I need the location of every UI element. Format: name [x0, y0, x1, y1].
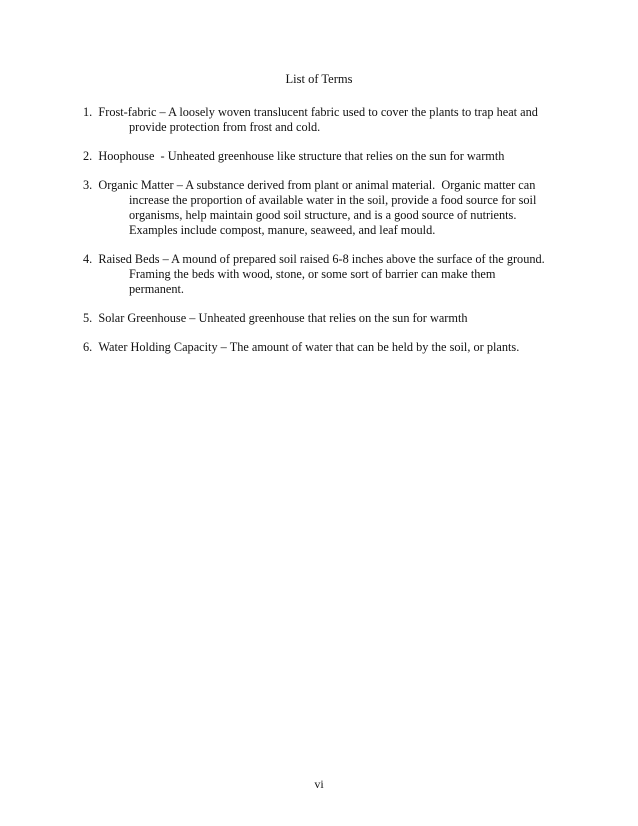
term-number: 4.	[83, 251, 93, 266]
term-number: 6.	[83, 339, 93, 354]
term-definition: The amount of water that can be held by the soil, or plants.	[229, 339, 520, 354]
term-definition: Unheated greenhouse like structure that relies on the sun for warmth	[167, 148, 505, 163]
term-separator: -	[154, 148, 168, 163]
page-number: vi	[314, 777, 324, 791]
term-definition: Unheated greenhouse that relies on the sun for warmth	[198, 311, 468, 326]
term-definition: A substance derived from plant or animal material. Organic matter can increase the proportion of available water in the soil, provide a food source for soil organisms, help maintain good soil structure, and is a good source of nutrients. Examples include compost, manure, seaweed, and leaf mould.	[129, 177, 540, 238]
term-name: Organic Matter	[98, 177, 174, 192]
term-organic-matter	[83, 178, 553, 239]
terms-list	[83, 105, 553, 368]
term-separator: –	[159, 251, 172, 266]
page-title: List of Terms	[285, 72, 353, 86]
term-definition: A mound of prepared soil raised 6-8 inches above the surface of the ground. Framing the beds with wood, stone, or some sort of barrier can make them permanent.	[129, 251, 551, 297]
term-name: Hoophouse	[98, 148, 155, 163]
term-separator: –	[186, 311, 199, 326]
term-separator: –	[156, 105, 169, 119]
term-frost-fabric	[83, 105, 553, 135]
term-number: 2.	[83, 148, 93, 163]
term-name: Water Holding Capacity	[98, 339, 218, 354]
term-number: 3.	[83, 177, 93, 192]
term-definition: A loosely woven translucent fabric used to cover the plants to trap heat and provide protection from frost and cold.	[129, 105, 538, 135]
term-number: 1.	[83, 105, 93, 119]
term-separator: –	[173, 177, 186, 192]
term-name: Solar Greenhouse	[98, 311, 187, 326]
term-water-holding-capacity	[83, 340, 553, 355]
term-solar-greenhouse	[83, 311, 553, 326]
term-number: 5.	[83, 311, 93, 326]
term-name: Raised Beds	[98, 251, 160, 266]
term-raised-beds	[83, 252, 553, 298]
term-separator: –	[217, 339, 230, 354]
term-hoophouse	[83, 149, 553, 164]
term-name: Frost-fabric	[98, 105, 157, 119]
